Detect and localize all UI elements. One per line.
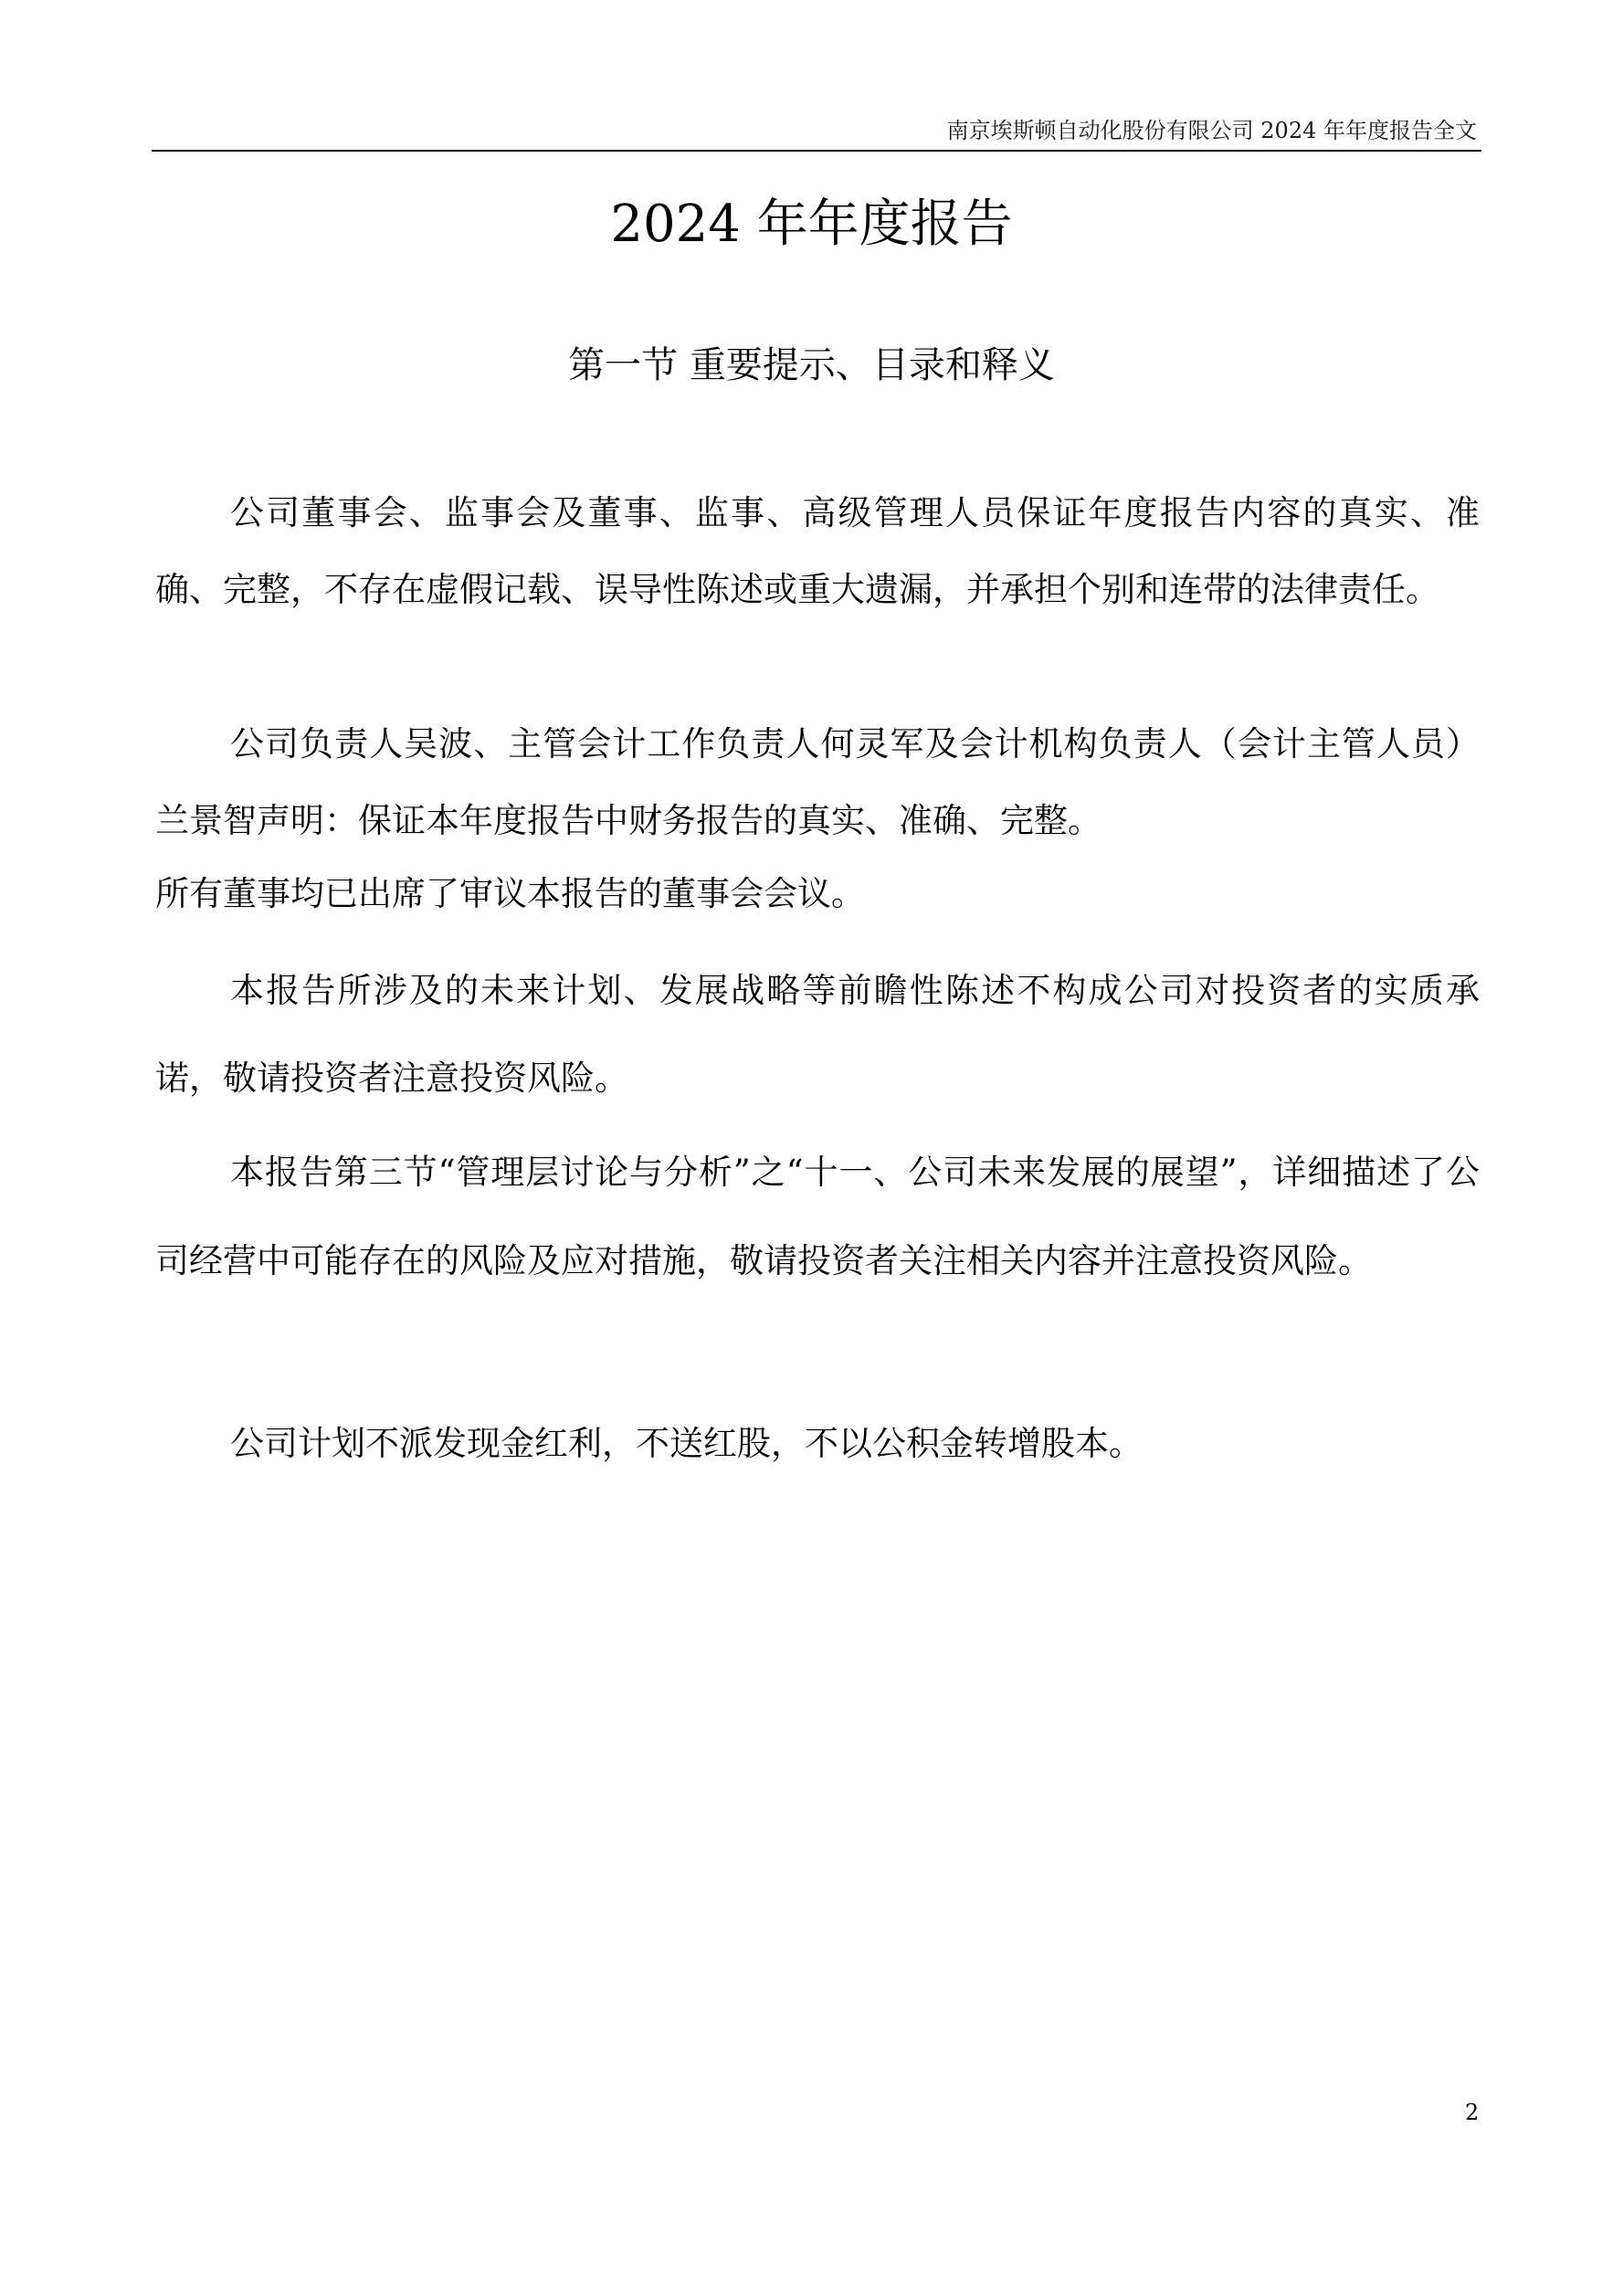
paragraph-forward-looking: 本报告所涉及的未来计划、发展战略等前瞻性陈述不构成公司对投资者的实质承诺，敬请投资者注意投资风险。 <box>155 971 1480 1098</box>
header-divider <box>152 150 1481 152</box>
paragraph-responsible-persons: 公司负责人吴波、主管会计工作负责人何灵军及会计机构负责人（会计主管人员）兰景智声明：保证本年度报告中财务报告的真实、准确、完整。 <box>155 724 1480 840</box>
running-header: 南京埃斯顿自动化股份有限公司 2024 年年度报告全文 <box>946 118 1477 143</box>
paragraph-board-attendance: 所有董事均已出席了审议本报告的董事会会议。 <box>155 874 865 913</box>
paragraph-risk-notice: 本报告第三节“管理层讨论与分析”之“十一、公司未来发展的展望”，详细描述了公司经营中可能存在的风险及应对措施，敬请投资者关注相关内容并注意投资风险。 <box>155 1153 1480 1280</box>
paragraph-board-guarantee: 公司董事会、监事会及董事、监事、高级管理人员保证年度报告内容的真实、准确、完整，不存在虚假记载、误导性陈述或重大遗漏，并承担个别和连带的法律责任。 <box>155 493 1480 609</box>
section-heading: 第一节 重要提示、目录和释义 <box>568 344 1055 386</box>
page-number: 2 <box>1465 2100 1480 2125</box>
paragraph-dividend-plan: 公司计划不派发现金红利，不送红股，不以公积金转增股本。 <box>230 1424 1143 1463</box>
report-title: 2024 年年度报告 <box>610 195 1013 254</box>
